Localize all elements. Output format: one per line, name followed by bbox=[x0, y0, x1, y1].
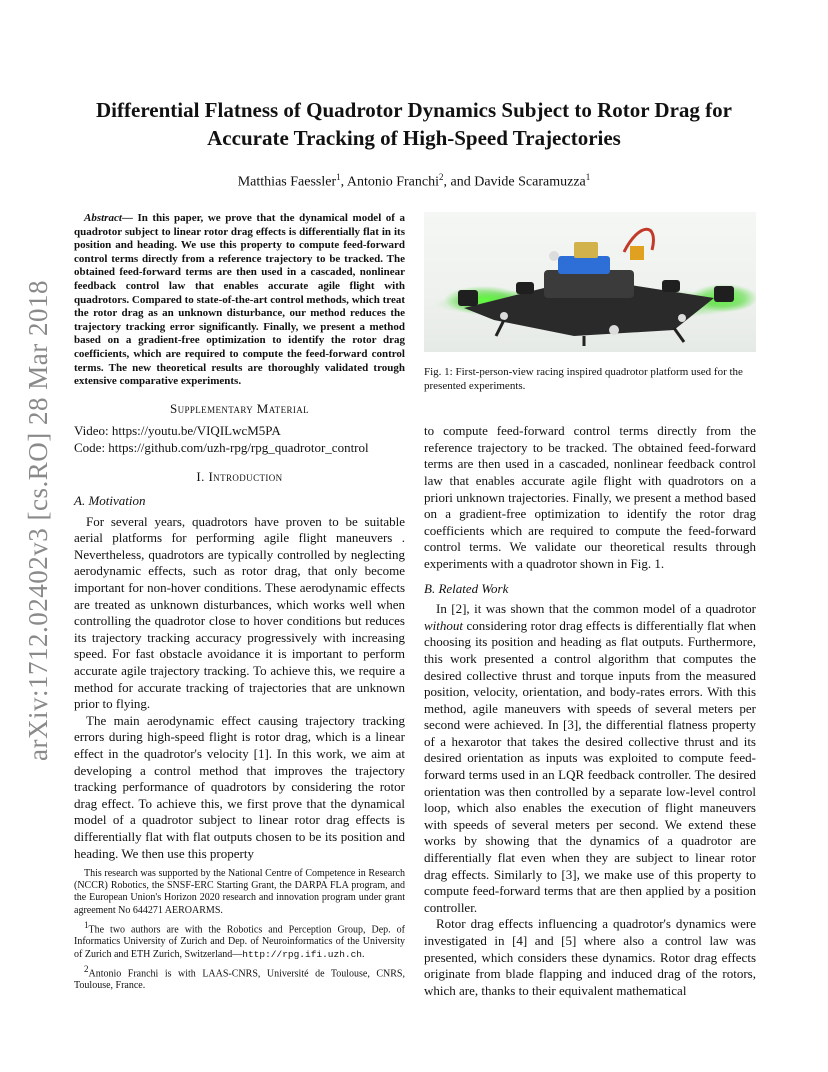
author-2: , Antonio Franchi bbox=[340, 174, 439, 190]
code-link[interactable]: Code: https://github.com/uzh-rpg/rpg_quadrotor_control bbox=[74, 439, 369, 455]
figure-1-caption: Fig. 1: First-person-view racing inspired quadrotor platform used for the presented experiments. bbox=[424, 366, 743, 392]
rpg-url[interactable]: http://rpg.ifi.uzh.ch bbox=[242, 948, 363, 960]
abstract-label: Abstract bbox=[84, 212, 122, 224]
right-column bbox=[424, 212, 756, 999]
quadrotor-photo bbox=[424, 212, 756, 352]
author-2-affil: 2 bbox=[439, 172, 444, 182]
related-work-subheading: B. Related Work bbox=[424, 580, 509, 596]
related-work-paragraph-1 bbox=[424, 601, 756, 916]
rw-emphasis: without bbox=[424, 617, 464, 633]
author-list bbox=[60, 172, 768, 191]
supplementary-heading: Supplementary Material bbox=[169, 400, 310, 416]
intro-paragraph-1: For several years, quadrotors have proven to be suitable aerial platforms for performing agile flight maneuvers . Nevertheless, quadrotors are typically controlled by neglecting aerodynamic effects, such as rotor drag, that only become important for non-hover conditions. These aerodynamic effects are treated as unknown disturbances, which works well when controlling the quadrotor close to hover conditions but reduces its trajectory tracking accuracy progressively with increasing speed. For fast obstacle avoidance it is important to perform accurate agile trajectory tracking. To achieve this, we require a method for accurate tracking of trajectories that are unknown prior to flying. bbox=[74, 513, 405, 712]
footnote-1-end: . bbox=[362, 948, 365, 960]
arxiv-id: arXiv:1712.02402v3 [cs.RO] 28 Mar 2018 bbox=[22, 279, 53, 761]
footnote-2-text: Antonio Franchi is with LAAS-CNRS, Université de Toulouse, CNRS, Toulouse, France. bbox=[74, 968, 405, 992]
rw-text-a: In [2], it was shown that the common model of a quadrotor bbox=[436, 601, 756, 617]
footnote-2-mark: 2 bbox=[84, 963, 89, 974]
abstract-text: — In this paper, we prove that the dynamical model of a quadrotor subject to linear rotor drag effects is differentially flat in its position and heading. We use this property to compute feed-forward control terms directly from a reference trajectory to be tracked. The obtained feed-forward terms are then used in a cascaded, nonlinear feedback control law that enables accurate agile flight with quadrotors. Compared to state-of-the-art control methods, which treat the rotor drag as an unknown disturbance, our method reduces the trajectory tracking error significantly. Finally, we present a method based on a gradient-free optimization to identify the rotor drag coefficients, which are required to compute the feed-forward control terms. The new theoretical results are thoroughly validated trough extensive comparative experiments. bbox=[74, 212, 405, 388]
left-column bbox=[74, 212, 405, 862]
motivation-subheading: A. Motivation bbox=[74, 493, 146, 509]
arxiv-sidebar-stamp bbox=[16, 280, 60, 760]
paper-title: Differential Flatness of Quadrotor Dynamics Subject to Rotor Drag for Accurate Tracking of High-Speed Trajectories bbox=[96, 98, 732, 150]
abstract bbox=[74, 212, 405, 389]
quadrotor-illustration bbox=[424, 212, 756, 352]
related-work-paragraph-2: Rotor drag effects influencing a quadrotor's dynamics were investigated in [4] and [5] where also a control law was presented, which considers these dynamics. Rotor drag effects originate from blade flapping and induced drag of the rotors, which are, thanks to their equivalent mathematical bbox=[424, 916, 756, 998]
intro-paragraph-3: to compute feed-forward control terms directly from the reference trajectory to be tracked. The obtained feed-forward terms are then used in a cascaded, nonlinear feedback control law that enables accurate agile flight with quadrotors on a priori unknown trajectories. Finally, we present a method based on a gradient-free optimization to identify the rotor drag coefficients which are required to compute the feed-forward control terms. We validate our theoretical results through experiments with a quadrotor shown in Fig. 1. bbox=[424, 423, 756, 571]
footnote-1-mark: 1 bbox=[84, 919, 89, 930]
rw-text-b: considering rotor drag effects is differentially flat when choosing its position and heading as flat outputs. Furthermore, this work presented a control algorithm that computes the desired collective thrust and torque inputs from the measured position, velocity, orientation, and body-rates errors. With this method, agile maneuvers with speeds of several meters per second were achieved. In [3], the differential flatness property of a hexarotor that takes the desired collective thrust and its desired orientation as inputs was exploited to compute feed-forward terms used in an LQR feedback controller. The desired orientation was then controlled by a separate low-level control loop, which also enables the execution of flight maneuvers with speeds of several meters per second. We extend these works by showing that the dynamics of a quadrotor are differentially flat even when they are subject to linear rotor drag effects. Similarly to [3], we make use of this property to compute feed-forward terms that are then applied by a position controller. bbox=[424, 617, 756, 915]
introduction-heading: I. Introduction bbox=[196, 468, 283, 484]
author-3-affil: 1 bbox=[585, 172, 591, 182]
right-column-body bbox=[424, 423, 756, 999]
affiliation-footnote-1 bbox=[74, 919, 405, 961]
author-3: , and Davide Scaramuzza bbox=[443, 174, 586, 190]
affiliation-footnote-2 bbox=[74, 963, 405, 993]
intro-paragraph-2: The main aerodynamic effect causing trajectory tracking errors during high-speed flight is rotor drag, which is a linear effect in the quadrotor's velocity [1]. In this work, we aim at developing a control method that improves the trajectory tracking performance of quadrotors by considering the rotor drag effect. To achieve this, we first prove that the dynamical model of a quadrotor subject to linear rotor drag effects is differentially flat with flat outputs chosen to be its position and heading. We then use this property bbox=[74, 712, 405, 861]
author-1-affil: 1 bbox=[336, 172, 341, 182]
footnotes bbox=[74, 868, 405, 994]
author-1: Matthias Faessler bbox=[237, 174, 337, 190]
footnote-1-text: The two authors are with the Robotics and Perception Group, Dep. of Informatics University of Zurich and Dep. of Neuroinformatics of the University of Zurich and ETH Zurich, Switzerland— bbox=[74, 924, 405, 960]
funding-footnote: This research was supported by the National Centre of Competence in Research (NCCR) Robotics, the SNSF-ERC Starting Grant, the DARPA FLA program, and the European Union's Horizon 2020 research and innovation program under grant agreement No 644271 AEROARMS. bbox=[74, 868, 405, 916]
video-link[interactable]: Video: https://youtu.be/VIQILwcM5PA bbox=[74, 423, 281, 439]
